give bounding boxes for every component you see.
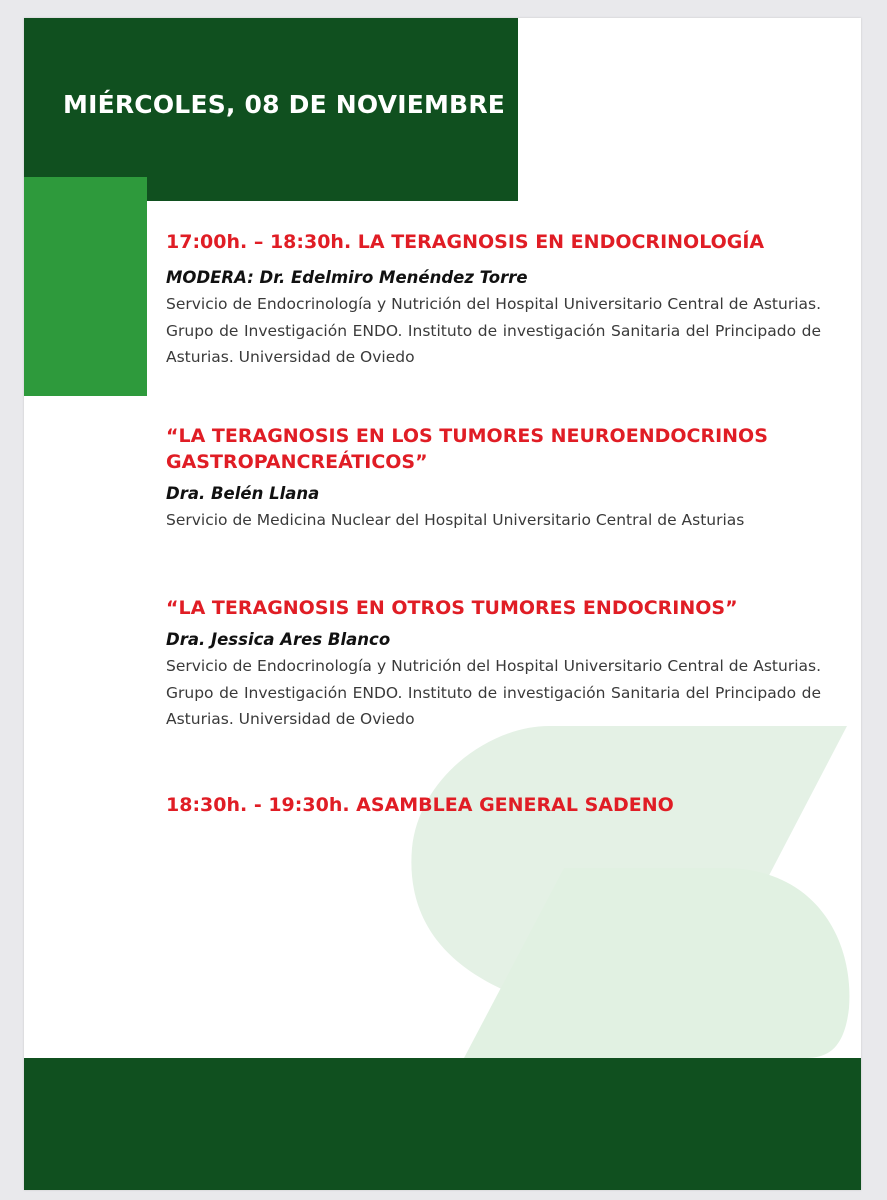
talk-title: “LA TERAGNOSIS EN OTROS TUMORES ENDOCRINOS” bbox=[166, 597, 738, 619]
session-title: 18:30h. - 19:30h. ASAMBLEA GENERAL SADENO bbox=[166, 794, 674, 816]
date-heading: MIÉRCOLES, 08 DE NOVIEMBRE bbox=[63, 90, 506, 119]
moderator-name: MODERA: Dr. Edelmiro Menéndez Torre bbox=[166, 268, 528, 287]
program-page bbox=[24, 18, 861, 1190]
talk-title-line-2: GASTROPANCREÁTICOS” bbox=[166, 451, 428, 473]
talk-other-endocrine bbox=[166, 595, 826, 733]
session-title: 17:00h. – 18:30h. LA TERAGNOSIS EN ENDOCRINOLOGÍA bbox=[166, 231, 765, 253]
speaker-affiliation: Servicio de Endocrinología y Nutrición del Hospital Universitario Central de Asturias. Grupo de Investigación ENDO. Instituto de investigación Sanitaria del Principado de Asturias. Universidad de Oviedo bbox=[166, 657, 821, 728]
talk-title-line-1: “LA TERAGNOSIS EN LOS TUMORES NEUROENDOCRINOS bbox=[166, 425, 768, 447]
moderator-affiliation: Servicio de Endocrinología y Nutrición del Hospital Universitario Central de Asturias. Grupo de Investigación ENDO. Instituto de investigación Sanitaria del Principado de Asturias. Universidad de Oviedo bbox=[166, 295, 821, 366]
footer-banner bbox=[24, 1058, 861, 1190]
session-general-assembly bbox=[166, 792, 826, 818]
date-header-banner bbox=[24, 18, 518, 201]
speaker-name: Dra. Jessica Ares Blanco bbox=[166, 630, 391, 649]
session-teragnosis bbox=[166, 229, 826, 371]
speaker-affiliation: Servicio de Medicina Nuclear del Hospital Universitario Central de Asturias bbox=[166, 511, 745, 529]
talk-neuroendocrine bbox=[166, 423, 826, 534]
speaker-name: Dra. Belén Llana bbox=[166, 484, 320, 503]
accent-green-block bbox=[24, 177, 147, 396]
